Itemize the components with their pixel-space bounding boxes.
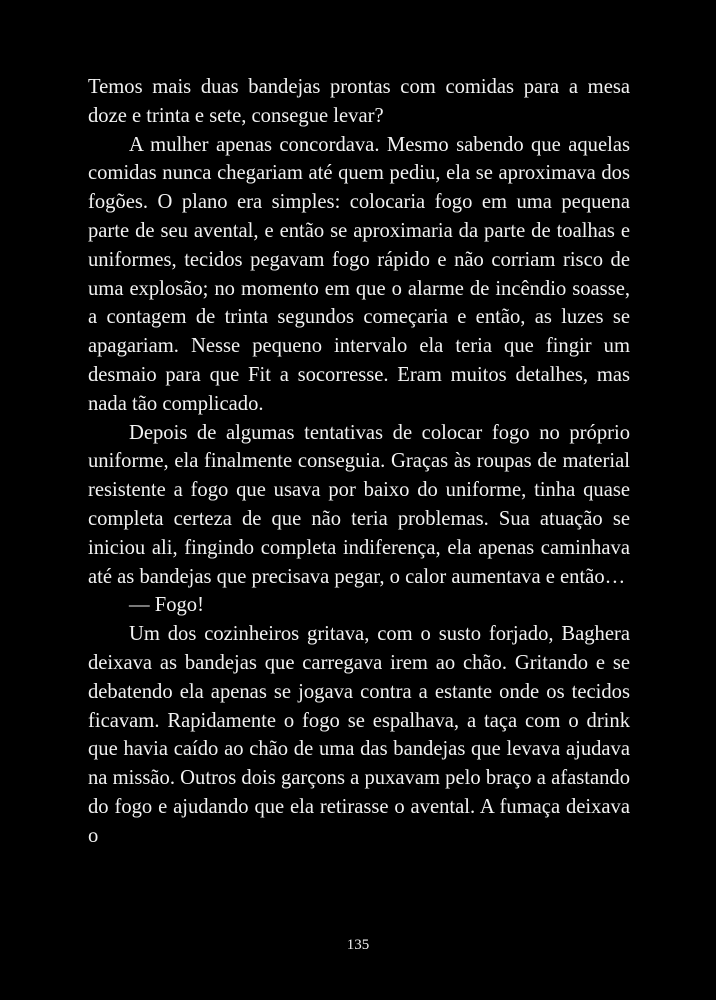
paragraph-2: A mulher apenas concordava. Mesmo sabendo que aquelas comidas nunca chegariam até quem pediu, ela se aproximava dos fogões. O plano era simples: colocaria fogo em uma pequena parte de seu avental, e então se aproximaria da parte de toalhas e uniformes, tecidos pegavam fogo rápido e não corriam risco de uma explosão; no momento em que o alarme de incêndio soasse, a contagem de trinta segundos começaria e então, as luzes se apagariam. Nesse pequeno intervalo ela teria que fingir um desmaio para que Fit a socorresse. Eram muitos detalhes, mas nada tão complicado. xyxy=(88,133,630,415)
paragraph-4-dialogue: — Fogo! xyxy=(129,594,204,617)
paragraph-1: Temos mais duas bandejas prontas com comidas para a mesa doze e trinta e sete, consegue levar? xyxy=(88,76,630,127)
body-text xyxy=(88,73,630,851)
paragraph-3: Depois de algumas tentativas de colocar fogo no próprio uniforme, ela finalmente conseguia. Graças às roupas de material resistente a fogo que usava por baixo do uniforme, tinha quase completa certeza de que não teria problemas. Sua atuação se iniciou ali, fingindo completa indiferença, ela apenas caminhava até as bandejas que precisava pegar, o calor aumentava e então… xyxy=(88,421,630,588)
page-number: 135 xyxy=(346,937,370,953)
paragraph-5: Um dos cozinheiros gritava, com o susto forjado, Baghera deixava as bandejas que carregava irem ao chão. Gritando e se debatendo ela apenas se jogava contra a estante onde os tecidos ficavam. Rapidamente o fogo se espalhava, a taça com o drink que havia caído ao chão de uma das bandejas que levava ajudava na missão. Outros dois garçons a puxavam pelo braço a afastando do fogo e ajudando que ela retirasse o avental. A fumaça deixava o xyxy=(88,623,630,847)
